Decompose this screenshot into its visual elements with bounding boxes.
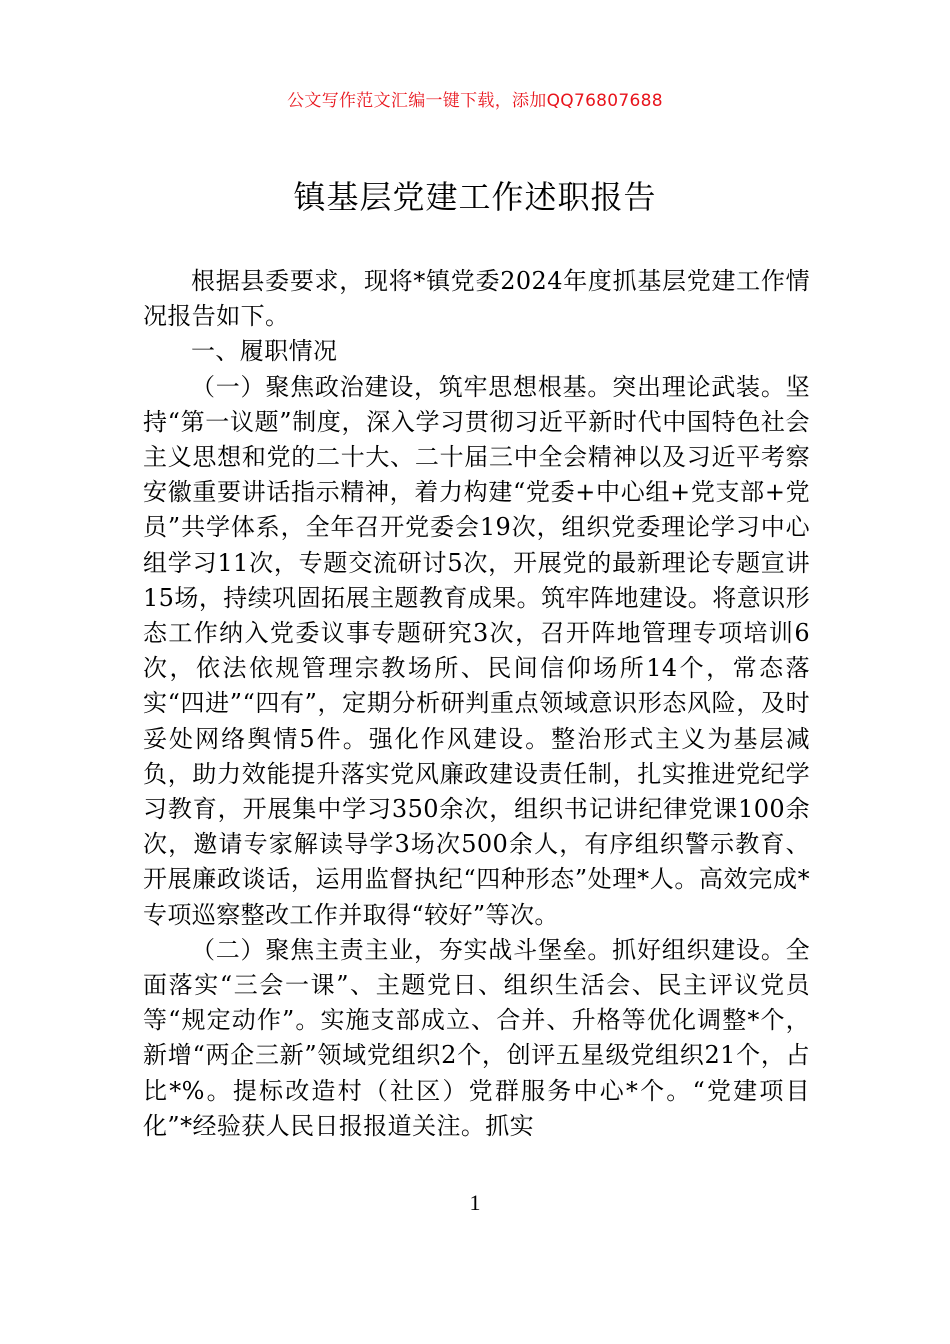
body-paragraph: （二）聚焦主责主业，夯实战斗堡垒。抓好组织建设。全面落实“三会一课”、主题党日、组织生活会、民主评议党员等“规定动作”。实施支部成立、合并、升格等优化调整*个，新增“两企三新”领域党组织2个，创评五星级党组织21个，占比*%。提标改造村（社区）党群服务中心*个。“党建项目化”*经验获人民日报报道关注。抓实 bbox=[143, 935, 810, 1140]
body-paragraph: （一）聚焦政治建设，筑牢思想根基。突出理论武装。坚持“第一议题”制度，深入学习贯彻习近平新时代中国特色社会主义思想和党的二十大、二十届三中全会精神以及习近平考察安徽重要讲话指示精神，着力构建“党委+中心组+党支部+党员”共学体系，全年召开党委会19次，组织党委理论学习中心组学习11次，专题交流研讨5次，开展党的最新理论专题宣讲15场，持续巩固拓展主题教育成果。筑牢阵地建设。将意识形态工作纳入党委议事专题研究3次，召开阵地管理专项培训6次，依法依规管理宗教场所、民间信仰场所14个，常态落实“四进”“四有”，定期分析研判重点领域意识形态风险，及时妥处网络舆情5件。强化作风建设。整治形式主义为基层减负，助力效能提升落实党风廉政建设责任制，扎实推进党纪学习教育，开展集中学习350余次，组织书记讲纪律党课100余次，邀请专家解读导学3场次500余人，有序组织警示教育、开展廉政谈话，运用监督执纪“四种形态”处理*人。高效完成*专项巡察整改工作并取得“较好”等次。 bbox=[143, 372, 810, 929]
document-body bbox=[143, 264, 810, 1144]
document-title: 镇基层党建工作述职报告 bbox=[293, 178, 657, 216]
page-number: 1 bbox=[469, 1190, 481, 1215]
section-heading: 一、履职情况 bbox=[191, 337, 338, 366]
download-promo-note: 公文写作范文汇编一键下载，添加QQ76807688 bbox=[287, 91, 663, 111]
intro-paragraph: 根据县委要求，现将*镇党委2024年度抓基层党建工作情况报告如下。 bbox=[143, 267, 810, 331]
